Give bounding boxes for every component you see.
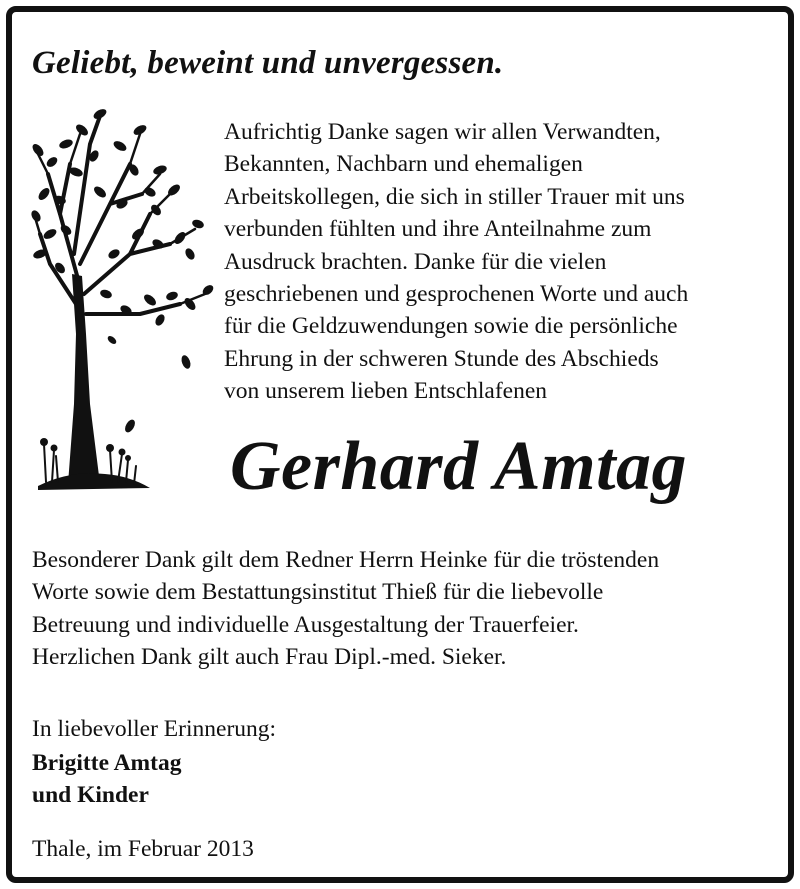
- motto-heading: Geliebt, beweint und unvergessen.: [32, 45, 504, 81]
- thanks-line: verbunden fühlten und ihre Anteilnahme zum: [224, 216, 652, 243]
- obituary-card: [6, 6, 794, 883]
- special-line: Besonderer Dank gilt dem Redner Herrn Heinke für die tröstenden: [32, 547, 660, 573]
- thanks-paragraph: [224, 116, 784, 408]
- special-thanks-paragraph: [32, 544, 792, 674]
- thanks-line: für die Geldzuwendungen sowie die persönliche: [224, 313, 678, 340]
- thanks-line: Bekannten, Nachbarn und ehemaligen: [224, 151, 583, 178]
- deceased-name: Gerhard Amtag: [230, 428, 688, 505]
- special-line: Herzlichen Dank gilt auch Frau Dipl.-med. Sieker.: [32, 644, 507, 671]
- thanks-line: geschriebenen und gesprochenen Worte und auch: [224, 281, 689, 308]
- thanks-line: Arbeitskollegen, die sich in stiller Trauer mit uns: [224, 183, 685, 210]
- signature-family: und Kinder: [32, 782, 149, 808]
- special-line: Betreuung und individuelle Ausgestaltung der Trauerfeier.: [32, 611, 579, 638]
- place-date: Thale, im Februar 2013: [32, 836, 254, 862]
- signature-name: Brigitte Amtag: [32, 750, 182, 776]
- tree-icon: [30, 104, 220, 494]
- thanks-line: Ausdruck brachten. Danke für die vielen: [224, 248, 607, 275]
- thanks-line: Aufrichtig Danke sagen wir allen Verwandten,: [224, 119, 661, 145]
- thanks-line: Ehrung in der schweren Stunde des Abschieds: [224, 345, 659, 372]
- thanks-line: von unserem lieben Entschlafenen: [224, 378, 548, 405]
- special-line: Worte sowie dem Bestattungsinstitut Thieß für die liebevolle: [32, 579, 604, 606]
- signature-intro: In liebevoller Erinnerung:: [32, 716, 277, 742]
